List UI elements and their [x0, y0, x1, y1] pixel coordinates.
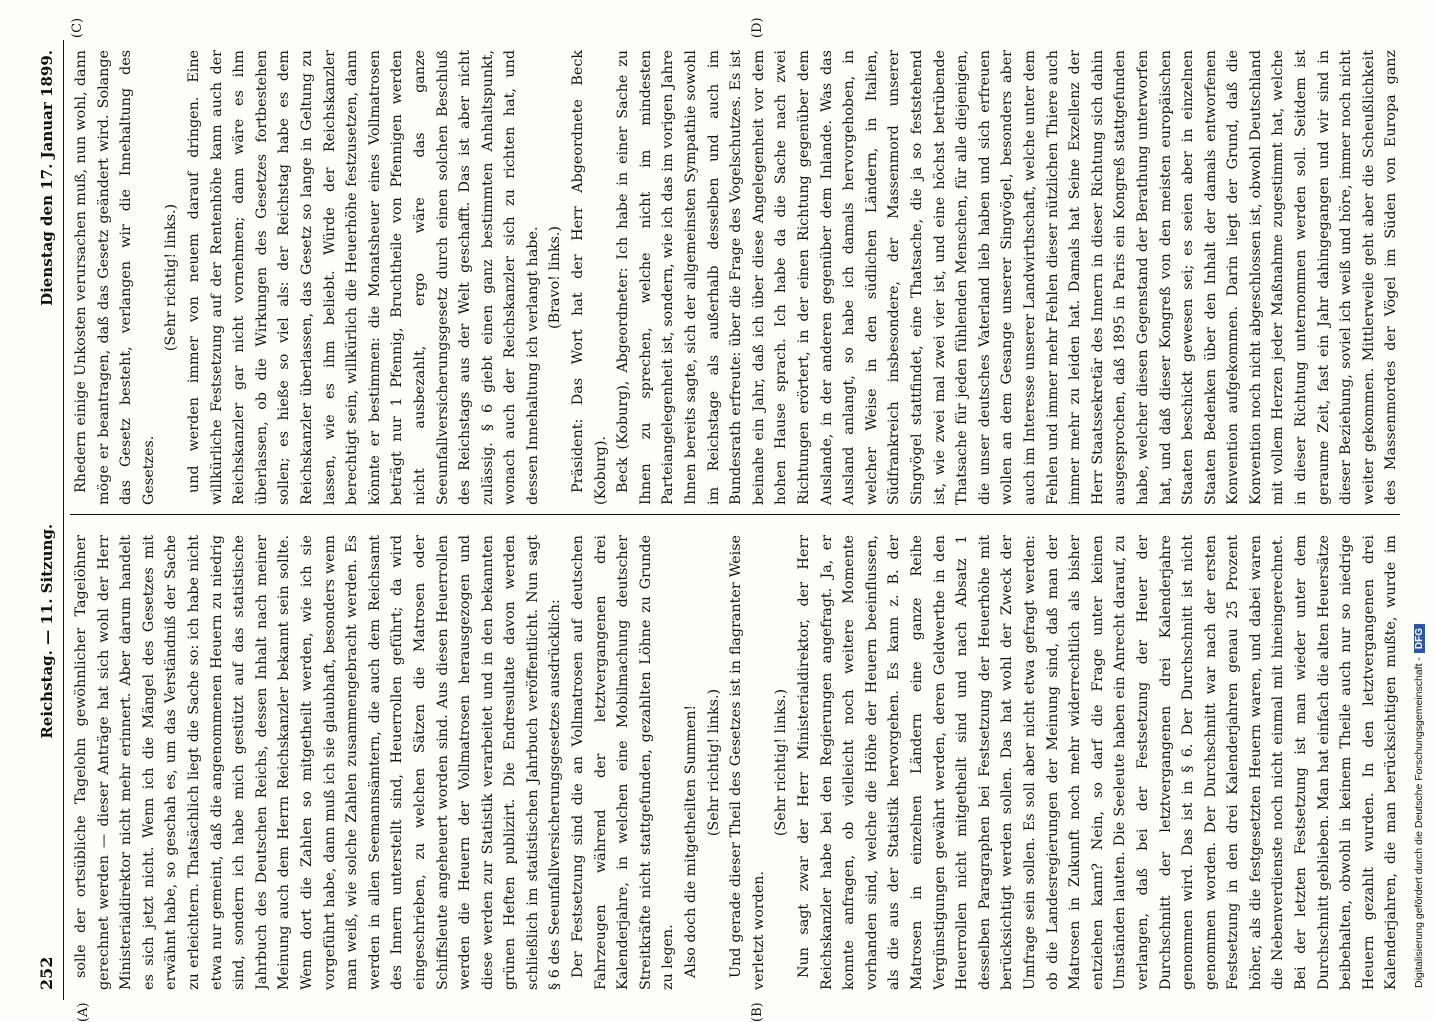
left-column — [70, 535, 1400, 990]
paragraph: Also doch die mitgetheilten Summen! — [683, 704, 700, 978]
paragraph: Der Festsetzung sind die an Vollmatrosen auf deutschen Fahrzeugen während der letztvergangenen drei Kalenderjahre, in welchen eine Mobilmachung deutscher Streitkräfte nicht stattgefunden, gezahlten Löhne zu Grunde zu legen. — [570, 535, 677, 990]
paragraph: Beck (Koburg), Abgeordneter: Ich habe in einer Sache zu Ihnen zu sprechen, welche nicht im mindesten Parteiangelegenheit ist, sondern, wie ich das im vorigen Jahre Ihnen bereits sagte, sich der allgemeinsten Sympathie sowohl im Reichstage als außerhalb desselben und auch im Bundesrath erfreute: über die Frage des Vogelschutzes. Es ist beinahe ein Jahr, daß ich über diese Angelegenheit vor dem hohen Hause sprach. Ich habe da die Sache nach zwei Richtungen erörtert, in der einen Richtung gegenüber dem Auslande, in der anderen gegenüber dem Inlande. Was das Ausland anlangt, so habe ich damals hervorgehoben, in welcher Weise in den südlichen Ländern, in Italien, Südfrankreich insbesondere, der Massenmord unserer Singvögel stattfindet, eine Thatsache, die ja so feststehend ist, wie zwei mal zwei vier ist, und eine höchst betrübende Thatsache für jeden fühlenden Menschen, für alle diejenigen, die unser deutsches Vaterland lieb haben und sich erfreuen wollen an dem Gesange unserer Singvögel, besonders aber auch im Interesse unserer Landwirthschaft, welche unter dem Fehlen und immer mehr Fehlen dieser nützlichen Thiere auch immer mehr zu leiden hat. Damals hat Seine Exzellenz der Herr Staatssekretär des Innern in dieser Richtung sich dahin ausgesprochen, daß 1895 in Paris ein Kongreß stattgefunden habe, welcher diesen Gegenstand der Berathung unterworfen hat, und daß dieser Kongreß von den meisten europäischen Staaten beschickt gewesen sei; es seien aber in einzelnen Staaten Bedenken über den Inhalt der damals entworfenen Konvention aufgekommen. Darin liegt der Grund, daß die Konvention noch nicht abgeschlossen ist, obwohl Deutschland mit vollem Herzen jeder Maßnahme zugestimmt hat, welche in dieser Richtung unternommen werden soll. Seitdem ist geraume Zeit, fast ein Jahr dahingegangen und wir sind in dieser Beziehung, soviel ich weiß und höre, immer noch nicht weiter gekommen. Mittlerweile geht aber die Scheußlichkeit des Massenmordes der Vögel im Süden von Europa ganz — [615, 50, 1400, 505]
session-title: Reichstag. — 11. Sitzung. — [37, 523, 56, 739]
paragraph: (Bravo! links.) — [547, 226, 564, 329]
document-page — [30, 0, 1418, 1022]
margin-mark-c: (C) — [70, 17, 85, 38]
paragraph: und werden immer von neuem darauf dringen. Eine willkürliche Festsetzung auf der Rentenhöhe kann auch der Reichskanzler gar nicht vornehmen; dann wäre es ihm überlassen, ob die Wirkungen des Gesetzes fortbestehen sollen; es hieße so viel als: der Reichstag habe es dem Reichskanzler überlassen, das Gesetz so lange in Geltung zu lassen, wie es ihm beliebt. Würde der Reichskanzler berechtigt sein, willkürlich die Heuerhöhe festzusetzen, dann könnte er bestimmen: die Monatsheuer eines Vollmatrosen beträgt nur 1 Pfennig, Bruchtheile von Pfennigen werden nicht ausbezahlt, ergo wäre das ganze Seeunfallversicherungsgesetz durch einen solchen Beschluß des Reichstags aus der Welt geschafft. Das ist aber nicht zulässig. § 6 giebt einen ganz bestimmten Anhaltspunkt, wonach auch der Reichskanzler sich zu richten hat, und dessen Innehaltung ich verlangt habe. — [185, 50, 541, 505]
paragraph: Rhedern einige Unkosten verursachen muß, nun wohl, dann möge er beantragen, daß das Gesetz geändert wird. Solange das Gesetz besteht, verlangen wir die Innehaltung des Gesetzes. — [73, 50, 157, 505]
paragraph: solle der ortsübliche Tagelohn gewöhnlicher Tagelöhner gerechnet werden — dieser Anträge hat sich wohl der Herr Ministerialdirektor nicht mehr erinnert. Aber darum handelt es sich jetzt nicht. Wenn ich die Mängel des Gesetzes mit erwähnt habe, so geschah es, um das Verständniß der Sache zu erleichtern. Thatsächlich liegt die Sache so: ich habe nicht etwa nur gemeint, daß die angenommenen Heuern zu niedrig sind, sondern ich habe mich gestützt auf das statistische Jahrbuch des Deutschen Reichs, dessen Inhalt nach meiner Meinung auch dem Herrn Reichskanzler bekannt sein sollte. Wenn dort die Zahlen so mitgetheilt werden, wie ich sie vorgeführt habe, dann muß ich sie glaubhaft, besonders wenn man weiß, wie solche Zahlen zusammengebracht werden. Es werden in allen Seemannsämtern, die auch dem Reichsamt des Innern unterstellt sind, Heuerrollen geführt; da wird eingeschrieben, zu welchen Sätzen die Matrosen oder Schiffsleute angeheuert worden sind. Aus diesen Heuerrollen werden die Heuern der Vollmatrosen herausgezogen und diese werden zur Statistik verarbeitet und in den bekannten grünen Heften publizirt. Die Endresultate davon werden schließlich im statistischen Jahrbuch veröffentlicht. Nun sagt § 6 des Seeunfallversicherungsgesetzes ausdrücklich: — [73, 535, 564, 990]
sidebar-text: Digitalisierung gefördert durch die Deutsche Forschungsgemeinschaft - — [1413, 657, 1425, 988]
right-column — [70, 50, 1400, 505]
dfg-logo: DFG — [1414, 624, 1425, 653]
rotated-page-content — [30, 0, 1418, 1022]
paragraph: (Sehr richtig! links.) — [163, 203, 180, 352]
paragraph: Nun sagt zwar der Herr Ministerialdirektor, der Herr Reichskanzler habe bei den Regierungen angefragt. Ja, er konnte anfragen, ob vielleicht noch weitere Momente vorhanden sind, welche die Höhe der Heuern beeinflussen, als die aus der Statistik hervorgehen. Es kann z. B. der Matrosen in einzelnen Ländern eine ganze Reihe Vergünstigungen gewährt werden, deren Geldwerthe in den Heuerrollen nicht mitgetheilt sind und nach Absatz 1 desselben Paragraphen bei Festsetzung der Heuerhöhe mit berücksichtigt werden sollen. Das hat wohl der Zweck der Umfrage sein sollen. Es soll aber nicht etwa gefragt werden: ob die Landesregierungen der Meinung sind, daß man der Matrosen in Zukunft noch mehr widerrechtlich als bisher entziehen kann? Nein, so darf die Frage unter keinen Umständen lauten. Die Seeleute haben ein Anrecht darauf, zu verlangen, daß bei der Festsetzung der Heuer der Durchschnitt der letztvergangenen drei Kalenderjahre genommen wird. Das ist in § 6. Der Durchschnitt ist nicht genommen worden. Der Durchschnitt war nach der ersten Festsetzung in den drei Kalenderjahren genau 25 Prozent höher, als die festgesetzten Heuern waren, und dabei waren die Nebenverdienste noch nicht einmal mit hineingerechnet. Bei der letzten Festsetzung ist man wieder unter dem Durchschnitt geblieben. Man hat einfach die alten Heuersätze beibehalten, obwohl in keinem Theile auch nur so niedrige Heuern gezahlt wurden. In den letztvergangenen drei Kalenderjahren, die man berücksichtigen mußte, wurde im — [796, 535, 1400, 990]
session-date: Dienstag den 17. Januar 1899. — [37, 50, 56, 306]
text-columns — [70, 40, 1400, 1000]
digitization-sidebar — [1406, 8, 1432, 988]
paragraph: (Sehr richtig! links.) — [705, 688, 722, 837]
page-header — [30, 40, 64, 1000]
column-divider — [70, 514, 1400, 515]
margin-mark-d: (D) — [750, 17, 765, 38]
page-number: 252 — [37, 956, 56, 990]
margin-mark-b: (B) — [750, 1002, 765, 1022]
paragraph: Präsident: Das Wort hat der Herr Abgeordnete Beck (Koburg). — [570, 50, 609, 505]
paragraph: (Sehr richtig! links.) — [773, 688, 790, 837]
margin-mark-a: (A) — [76, 1002, 91, 1022]
paragraph: Und gerade dieser Theil des Gesetzes ist in flagranter Weise verletzt worden. — [728, 535, 767, 990]
